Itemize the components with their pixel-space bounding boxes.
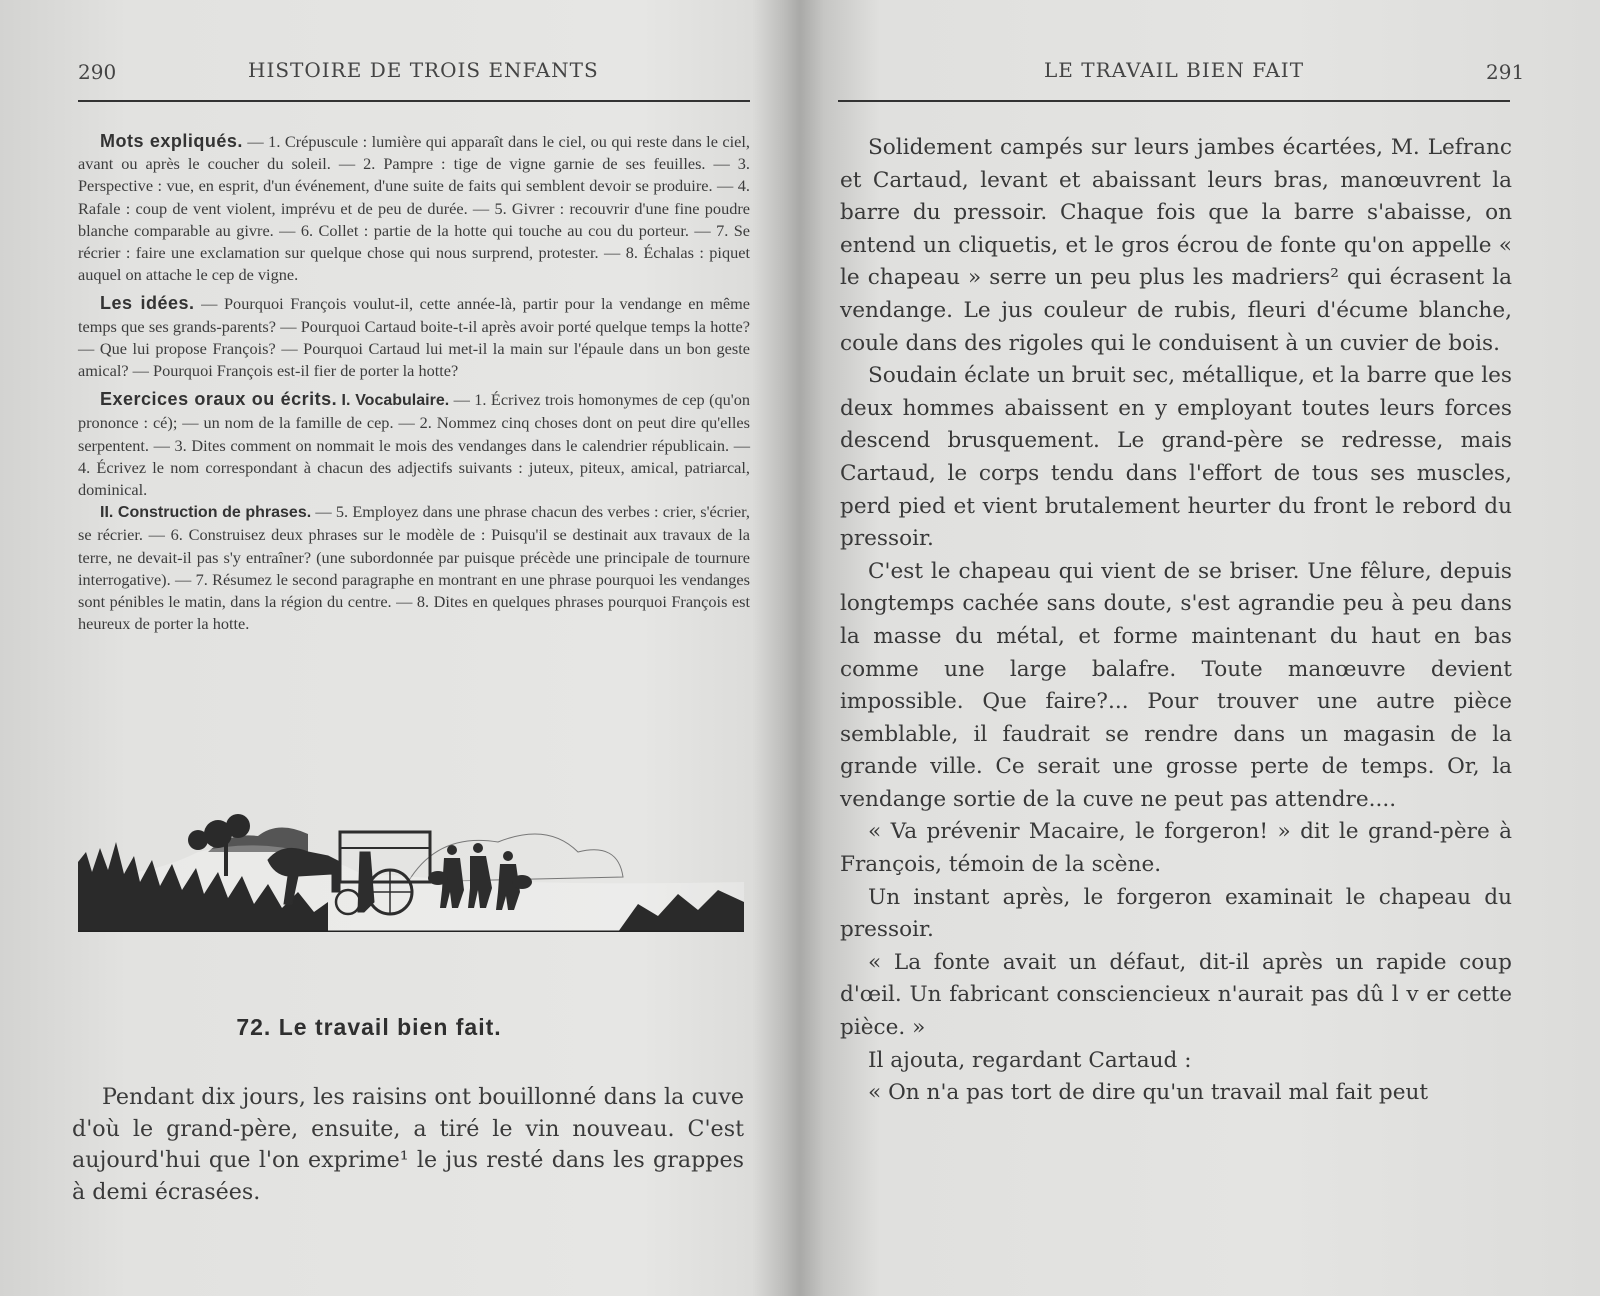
mots-expliques-paragraph — [78, 130, 750, 286]
harvest-vignette-illustration — [78, 812, 744, 932]
chapter-title: 72. Le travail bien fait. — [236, 1014, 502, 1040]
construction-text: — 5. Employez dans une phrase chacun des verbes : crier, s'écrier, se récrier. — 6. Construisez deux phrases sur le modèle de : Puisqu'il se destinait aux travaux de la terre, ne devait-il pas s'y entraîner? (une subordonnée par puisque précède une principale de tournure interrogative). — 7. Résumez le second paragraphe en montrant en une phrase pourquoi les vendanges sont pénibles le matin, dans la région du centre. — 8. Dites en quelques phrases pourquoi François est heureux de porter la hotte. — [78, 502, 750, 634]
paragraph-3: C'est le chapeau qui vient de se briser. Une fêlure, depuis longtemps cachée sans doute, s'est agrandie peu à peu dans la masse du métal, et forme maintenant du haut en bas comme une large balafre. Toute manœuvre devient impossible. Que faire?... Pour trouver une autre pièce semblable, il faudrait se rendre dans un magasin de la grande ville. Ce serait une grosse perte de temps. Or, la vendange sortie de la cuve ne peut pas attendre.... — [840, 558, 1512, 812]
page-number-right: 291 — [1486, 60, 1525, 84]
header-rule-left — [78, 100, 750, 102]
header-rule-right — [838, 100, 1510, 102]
les-idees-label: Les idées. — [100, 293, 195, 314]
exercise-notes — [78, 130, 750, 641]
paragraph-5: Un instant après, le forgeron examinait le chapeau du pressoir. — [840, 884, 1512, 943]
construction-paragraph — [78, 501, 750, 635]
right-body-text — [840, 132, 1512, 1110]
paragraph-8: « On n'a pas tort de dire qu'un travail mal fait peut — [868, 1080, 1429, 1106]
paragraph-1: Solidement campés sur leurs jambes écartées, M. Lefranc et Cartaud, levant et abaissant leurs bras, manœuvrent la barre du pressoir. Chaque fois que la barre s'abaisse, on entend un cliquetis, et le gros écrou de fonte qu'on appelle « le chapeau » serre un peu plus les madriers² qui écrasent la vendange. Le jus couleur de rubis, fleuri d'écume blanche, coule dans des rigoles qui le conduisent à un cuvier de bois. — [840, 135, 1512, 356]
running-head-right: LE TRAVAIL BIEN FAIT — [1044, 58, 1305, 82]
paragraph-4: « Va prévenir Macaire, le forgeron! » dit le grand-père à François, témoin de la scène. — [840, 819, 1512, 878]
running-head-left: HISTOIRE DE TROIS ENFANTS — [248, 58, 599, 82]
vocabulaire-text: — 1. Écrivez trois homonymes de cep (qu'on prononce : cé); — un nom de la famille de cep. — 2. Nommez cinq choses dont on peut dire qu'elles serpentent. — 3. Dites comment on nommait le mois des vendanges dans le calendrier républicain. — 4. Écrivez le nom correspondant à chacun des adjectifs suivants : juteux, piteux, amical, patriarcal, dominical. — [78, 390, 751, 500]
vocabulaire-label: I. Vocabulaire. — [341, 392, 450, 410]
paragraph-6: « La fonte avait un défaut, dit-il après un rapide coup d'œil. Un fabricant consciencieux n'aurait pas dû l v er cette pièce. » — [840, 949, 1512, 1041]
construction-label: II. Construction de phrases. — [100, 504, 312, 522]
page-number-left: 290 — [78, 60, 117, 84]
exercices-paragraph — [78, 388, 750, 501]
left-body-paragraph: Pendant dix jours, les raisins ont bouillonné dans la cuve d'où le grand-père, ensuite, a tiré le vin nouveau. C'est aujourd'hui que l'on exprime¹ le jus resté dans les grappes à demi écrasées. — [72, 1084, 744, 1206]
paragraph-2: Soudain éclate un bruit sec, métallique, et la barre que les deux hommes abaissent en y employant toutes leurs forces descend brusquement. Le grand-père se redresse, mais Cartaud, le corps tendu dans l'effort de tous ses muscles, perd pied et vient brutalement heurter du front le rebord du pressoir. — [840, 363, 1512, 552]
mots-expliques-text: — 1. Crépuscule : lumière qui apparaît dans le ciel, ou qui reste dans le ciel, avant ou après le coucher du soleil. — 2. Pampre : tige de vigne garnie de ses feuilles. — 3. Perspective : vue, en esprit, d'un événement, d'une suite de faits qui semblent devoir se produire. — 4. Rafale : coup de vent violent, imprévu et de peu de durée. — 5. Givrer : recouvrir d'une fine poudre blanche comparable au givre. — 6. Collet : partie de la hotte qui touche au cou du porteur. — 7. Se récrier : faire une exclamation sur quelque chose qui nous surprend, protester. — 8. Échalas : piquet auquel on attache le cep de vigne. — [78, 132, 750, 285]
les-idees-text: — Pourquoi François voulut-il, cette année-là, partir pour la vendange en même temps que ses grands-parents? — Pourquoi Cartaud boite-t-il après avoir porté quelque temps la hotte? — Que lui propose François? — Pourquoi Cartaud lui met-il la main sur l'épaule dans un bon geste amical? — Pourquoi François est-il fier de porter la hotte? — [78, 294, 751, 381]
paragraph-7: Il ajouta, regardant Cartaud : — [868, 1047, 1192, 1073]
les-idees-paragraph — [78, 292, 750, 382]
left-body-text — [72, 1082, 744, 1209]
left-page — [0, 0, 790, 1296]
exercices-label: Exercices oraux ou écrits. — [100, 389, 338, 410]
mots-expliques-label: Mots expliqués. — [100, 131, 243, 151]
